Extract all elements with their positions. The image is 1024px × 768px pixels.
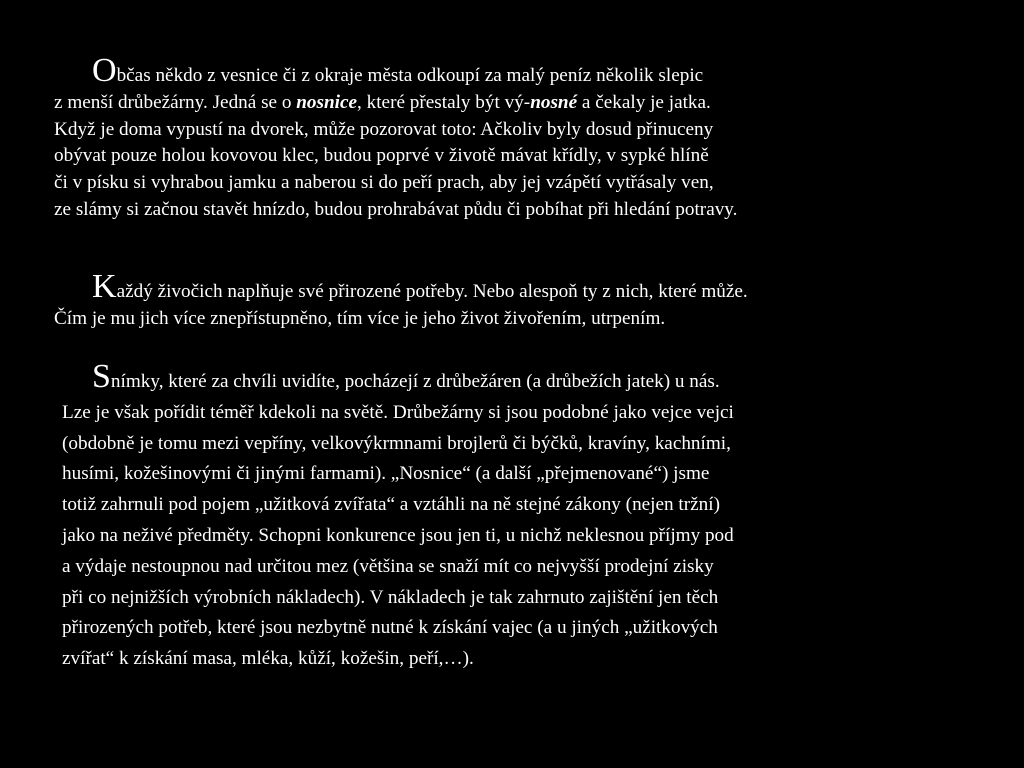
text-line (54, 90, 737, 117)
emphasis-nosne: nosné (530, 91, 578, 113)
text-line: a výdaje nestoupnou nad určitou mez (většina se snaží mít co nejvyšší prodejní zisky (62, 555, 714, 577)
drop-cap: S (92, 358, 111, 395)
text-span: bčas někdo z vesnice či z okraje města odkoupí za malý peníz několik slepic (116, 65, 704, 86)
text-line (54, 268, 748, 306)
text-span: , které přestaly být vý- (357, 91, 531, 113)
emphasis-nosnice: nosnice (296, 91, 358, 113)
text-line: Když je doma vypustí na dvorek, může pozorovat toto: Ačkoliv byly dosud přinuceny (54, 118, 714, 140)
text-line: obývat pouze holou kovovou klec, budou poprvé v životě mávat křídly, v sypké hlíně (54, 145, 709, 167)
text-line: zvířat“ k získání masa, mléka, kůží, kožešin, peří,…). (62, 648, 474, 670)
text-line: při co nejnižších výrobních nákladech). V nákladech je tak zahrnuto zajištění jen těch (62, 586, 719, 608)
text-line (54, 52, 737, 90)
text-line: jako na neživé předměty. Schopni konkurence jsou jen ti, u nichž neklesnou příjmy pod (62, 524, 734, 546)
drop-cap: O (92, 52, 117, 89)
paragraph-photos-explanation (62, 358, 734, 675)
text-line: či v písku si vyhrabou jamku a naberou si do peří prach, aby jej vzápětí vytřásaly ven, (54, 172, 714, 194)
text-span: a čekaly je jatka. (577, 91, 711, 113)
paragraph-hens-intro (54, 52, 738, 224)
text-span: z menší drůbežárny. Jedná se o (54, 91, 297, 113)
text-line: Čím je mu jich více znepřístupněno, tím více je jeho život živořením, utrpením. (54, 307, 666, 329)
text-line: totiž zahrnuli pod pojem „užitková zvířata“ a vztáhli na ně stejné zákony (nejen tržní) (62, 494, 720, 516)
text-line: Lze je však pořídit téměř kdekoli na světě. Drůbežárny si jsou podobné jako vejce vejci (62, 401, 734, 423)
paragraph-natural-needs (54, 268, 748, 333)
text-line: (obdobně je tomu mezi vepříny, velkovýkrmnami brojlerů či býčků, kravíny, kachními, (62, 432, 731, 454)
text-span: aždý živočich naplňuje své přirozené potřeby. Nebo alespoň ty z nich, které může. (116, 281, 748, 302)
text-span: nímky, které za chvíli uvidíte, pocházejí z drůbežáren (a drůbežích jatek) u nás. (110, 371, 720, 392)
text-line: přirozených potřeb, které jsou nezbytně nutné k získání vajec (a u jiných „užitkových (62, 617, 718, 639)
text-line (62, 358, 734, 398)
drop-cap: K (92, 268, 117, 305)
text-line: ze slámy si začnou stavět hnízdo, budou prohrabávat půdu či pobíhat při hledání potravy. (54, 198, 738, 220)
text-line: husími, kožešinovými či jinými farmami). „Nosnice“ (a další „přejmenované“) jsme (62, 463, 710, 485)
